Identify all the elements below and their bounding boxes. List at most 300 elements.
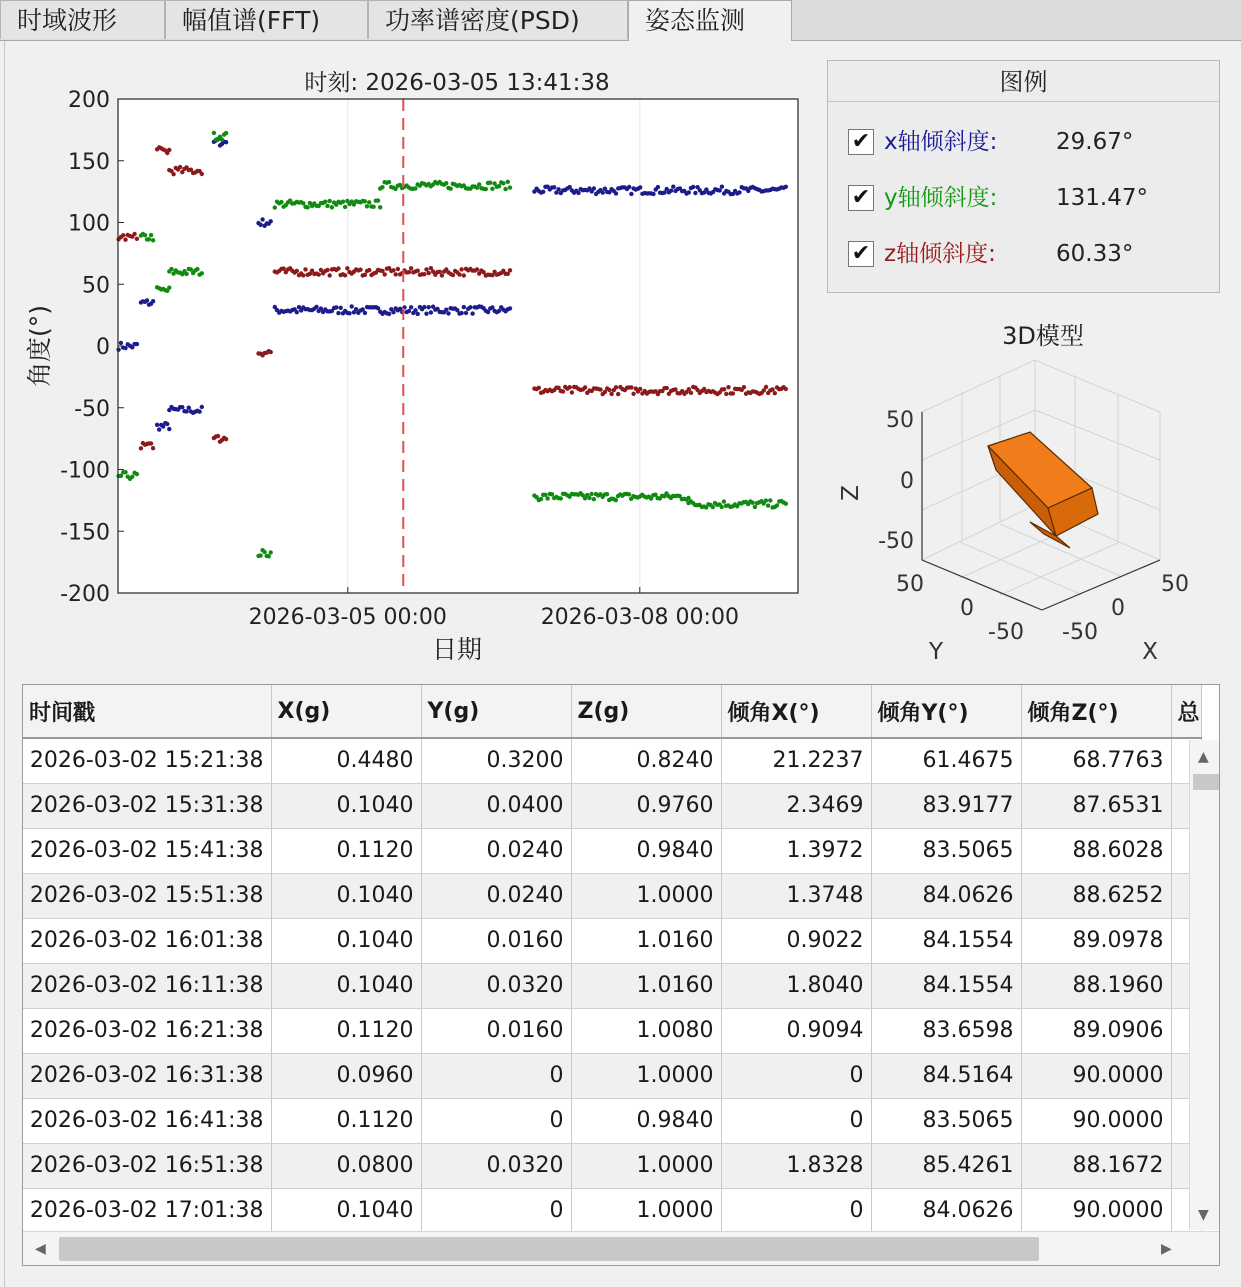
data-point	[424, 267, 428, 271]
table-cell[interactable]: 1.0000	[571, 873, 721, 918]
data-point	[607, 388, 611, 392]
data-point	[429, 310, 433, 314]
data-point	[273, 205, 277, 209]
table-cell[interactable]: 2026-03-02 15:31:38	[23, 783, 271, 828]
data-point	[341, 200, 345, 204]
table-cell[interactable]: 0	[721, 1188, 871, 1233]
table-cell[interactable]: 1.0000	[571, 1053, 721, 1098]
table-cell[interactable]: 90.0000	[1021, 1188, 1171, 1233]
data-point	[592, 497, 596, 501]
y-tick-label: -200	[60, 582, 110, 607]
table-cell[interactable]: 84.1554	[871, 918, 1021, 963]
table-cell[interactable]: 21.2237	[721, 738, 871, 783]
data-point	[350, 304, 354, 308]
table-cell[interactable]: 84.5164	[871, 1053, 1021, 1098]
table-cell[interactable]: 2026-03-02 16:01:38	[23, 918, 271, 963]
data-point	[314, 305, 318, 309]
data-point	[378, 205, 382, 209]
data-point	[295, 269, 299, 273]
data-point	[671, 185, 675, 189]
data-point	[334, 305, 338, 309]
data-point	[556, 187, 560, 191]
data-point	[720, 505, 724, 509]
data-point	[409, 266, 413, 270]
data-point	[328, 273, 332, 277]
data-point	[543, 493, 547, 497]
data-point	[167, 286, 171, 290]
data-point	[576, 191, 580, 195]
y-tick-label: 150	[68, 149, 110, 175]
data-point	[638, 387, 642, 391]
table-cell[interactable]: 0.1040	[271, 1188, 421, 1233]
data-point	[269, 219, 273, 223]
table-row[interactable]	[23, 783, 1201, 828]
table-cell[interactable]: 88.6252	[1021, 873, 1171, 918]
data-point	[742, 385, 746, 389]
data-point	[323, 200, 327, 204]
data-point	[614, 191, 618, 195]
table-cell[interactable]: 85.4261	[871, 1143, 1021, 1188]
data-point	[539, 497, 543, 501]
data-point	[631, 392, 635, 396]
table-cell[interactable]: 2026-03-02 17:01:38	[23, 1188, 271, 1233]
data-point	[258, 553, 262, 557]
data-point	[262, 550, 266, 554]
data-point	[468, 305, 472, 309]
table-cell[interactable]: 0.9022	[721, 918, 871, 963]
table-cell[interactable]: 0.8240	[571, 738, 721, 783]
table-cell[interactable]: 0.9760	[571, 783, 721, 828]
table-cell[interactable]: 1.3748	[721, 873, 871, 918]
table-cell[interactable]: 2.3469	[721, 783, 871, 828]
tab-attitude-monitor[interactable]: 姿态监测	[628, 0, 792, 41]
table-cell[interactable]: 90.0000	[1021, 1053, 1171, 1098]
table-cell[interactable]: 1.3972	[721, 828, 871, 873]
data-point	[371, 205, 375, 209]
x-tick-label: 2026-03-05 00:00	[248, 605, 447, 630]
plot-area	[118, 99, 798, 593]
table-cell[interactable]: 1.8040	[721, 963, 871, 1008]
data-point	[592, 186, 596, 190]
table-cell[interactable]: 88.6028	[1021, 828, 1171, 873]
table-cell[interactable]: 0.0400	[421, 783, 571, 828]
data-point	[609, 392, 613, 396]
data-point	[367, 200, 371, 204]
data-point	[627, 185, 631, 189]
data-point	[279, 200, 283, 204]
table-cell[interactable]: 1.8328	[721, 1143, 871, 1188]
data-point	[718, 188, 722, 192]
data-point	[689, 391, 693, 395]
data-point	[317, 272, 321, 276]
x-tick-label: 2026-03-08 00:00	[540, 605, 739, 630]
data-point	[383, 272, 387, 276]
data-point	[184, 409, 188, 413]
table-cell[interactable]: 83.9177	[871, 783, 1021, 828]
data-point	[139, 446, 143, 450]
data-point	[396, 267, 400, 271]
y-tilt-checkbox[interactable]: ✔	[848, 185, 874, 211]
data-point	[167, 427, 171, 431]
data-point	[151, 299, 155, 303]
table-cell[interactable]: 1.0160	[571, 963, 721, 1008]
data-point	[303, 267, 307, 271]
vertical-scrollbar[interactable]	[1189, 740, 1220, 1230]
data-point	[726, 385, 730, 389]
legend-item-x	[848, 122, 1208, 162]
table-cell[interactable]: 0.1120	[271, 1098, 421, 1143]
data-point	[687, 190, 691, 194]
data-point	[143, 233, 147, 237]
tab-psd[interactable]: 功率谱密度(PSD)	[368, 0, 628, 39]
column-header[interactable]: Z(g)	[571, 685, 721, 738]
data-point	[258, 223, 262, 227]
data-point	[427, 305, 431, 309]
data-point	[665, 386, 669, 390]
column-header[interactable]: 倾角Z(°)	[1021, 685, 1171, 738]
data-point	[167, 148, 171, 152]
table-row[interactable]	[23, 1098, 1201, 1143]
vertical-scroll-thumb[interactable]	[1193, 774, 1219, 790]
data-point	[638, 185, 642, 189]
table-cell[interactable]: 0	[421, 1188, 571, 1233]
table-cell[interactable]: 1.0080	[571, 1008, 721, 1053]
data-point	[187, 406, 191, 410]
data-point	[151, 446, 155, 450]
data-point	[537, 386, 541, 390]
legend-item-y	[848, 178, 1208, 218]
data-point	[169, 267, 173, 271]
table-cell[interactable]: 84.0626	[871, 1188, 1021, 1233]
table-row[interactable]	[23, 828, 1201, 873]
table-cell[interactable]: 84.0626	[871, 873, 1021, 918]
data-point	[171, 172, 175, 176]
scroll-down-icon[interactable]: ▼	[1198, 1207, 1209, 1223]
data-point	[731, 391, 735, 395]
data-point	[737, 190, 741, 194]
table-cell[interactable]: 2026-03-02 16:51:38	[23, 1143, 271, 1188]
data-point	[123, 346, 127, 350]
data-point	[669, 189, 673, 193]
table-cell[interactable]: 0.1040	[271, 783, 421, 828]
data-point	[376, 198, 380, 202]
table-cell[interactable]: 0.0320	[421, 1143, 571, 1188]
data-point	[330, 205, 334, 209]
data-point	[673, 387, 677, 391]
data-point	[711, 505, 715, 509]
table-cell[interactable]: 0.1120	[271, 828, 421, 873]
table-cell[interactable]: 0.0240	[421, 873, 571, 918]
legend-title: 图例	[828, 61, 1219, 102]
data-point	[773, 391, 777, 395]
data-point	[503, 187, 507, 191]
table-cell[interactable]: 0.4480	[271, 738, 421, 783]
3d-y-label: Y	[928, 639, 944, 665]
data-point	[416, 269, 420, 273]
legend-item-z	[848, 234, 1208, 274]
data-point	[587, 496, 591, 500]
column-header[interactable]: X(g)	[271, 685, 421, 738]
data-point	[422, 305, 426, 309]
3d-x-label: X	[1142, 639, 1158, 665]
data-point	[391, 310, 395, 314]
table-cell[interactable]: 1.0160	[571, 918, 721, 963]
data-point	[413, 186, 417, 190]
x-tilt-label: x轴倾斜度:	[884, 129, 998, 155]
table-row[interactable]	[23, 738, 1201, 783]
3d-model-title: 3D模型	[1002, 322, 1084, 350]
data-point	[147, 237, 151, 241]
table-cell[interactable]: 61.4675	[871, 738, 1021, 783]
svg-text:50: 50	[896, 572, 924, 597]
data-point	[325, 204, 329, 208]
legend-panel	[827, 60, 1220, 293]
data-point	[336, 311, 340, 315]
table-cell[interactable]: 0.0160	[421, 918, 571, 963]
data-point	[693, 191, 697, 195]
data-point	[768, 498, 772, 502]
data-point	[550, 492, 554, 496]
scroll-right-icon[interactable]: ▶	[1161, 1241, 1172, 1257]
table-cell[interactable]: 90.0000	[1021, 1098, 1171, 1143]
table-row[interactable]	[23, 1008, 1201, 1053]
data-point	[605, 492, 609, 496]
data-point	[380, 185, 384, 189]
data-point	[343, 273, 347, 277]
table-cell[interactable]: 0.0800	[271, 1143, 421, 1188]
data-point	[135, 237, 139, 241]
table-row[interactable]	[23, 873, 1201, 918]
tab-fft[interactable]: 幅值谱(FFT)	[165, 0, 368, 39]
table-row[interactable]	[23, 963, 1201, 1008]
data-point	[488, 181, 492, 185]
data-point	[508, 185, 512, 189]
data-point	[224, 131, 228, 135]
table-cell[interactable]: 88.1960	[1021, 963, 1171, 1008]
table-cell[interactable]: 0.0960	[271, 1053, 421, 1098]
data-point	[601, 190, 605, 194]
data-point	[121, 233, 125, 237]
data-point	[216, 434, 220, 438]
table-cell[interactable]: 2026-03-02 16:11:38	[23, 963, 271, 1008]
x-tilt-checkbox[interactable]: ✔	[848, 129, 874, 155]
scroll-left-icon[interactable]: ◀	[35, 1241, 46, 1257]
data-point	[220, 137, 224, 141]
column-header[interactable]: 总	[1171, 685, 1201, 738]
column-header[interactable]: 倾角X(°)	[721, 685, 871, 738]
data-point	[440, 273, 444, 277]
data-point	[724, 392, 728, 396]
table-cell[interactable]: 0.0320	[421, 963, 571, 1008]
data-point	[508, 268, 512, 272]
svg-text:50: 50	[1161, 572, 1189, 597]
data-point	[464, 311, 468, 315]
table-row[interactable]	[23, 918, 1201, 963]
data-point	[629, 192, 633, 196]
data-point	[568, 385, 572, 389]
table-cell[interactable]: 1.0000	[571, 1143, 721, 1188]
data-point	[387, 312, 391, 316]
table-cell[interactable]: 84.1554	[871, 963, 1021, 1008]
table-cell[interactable]: 88.1672	[1021, 1143, 1171, 1188]
data-point	[301, 273, 305, 277]
data-point	[135, 342, 139, 346]
y-tick-label: 100	[68, 211, 110, 237]
tab-bar	[0, 0, 1241, 41]
data-point	[367, 268, 371, 272]
table-cell[interactable]: 2026-03-02 16:31:38	[23, 1053, 271, 1098]
data-point	[784, 185, 788, 189]
table-cell[interactable]: 0.1040	[271, 918, 421, 963]
data-point	[394, 272, 398, 276]
table-cell[interactable]: 0	[721, 1053, 871, 1098]
table-cell[interactable]: 2026-03-02 16:41:38	[23, 1098, 271, 1143]
y-tilt-value: 131.47°	[1056, 185, 1148, 211]
data-table[interactable]	[22, 684, 1220, 1266]
data-point	[766, 503, 770, 507]
table-cell[interactable]: 0.0240	[421, 828, 571, 873]
data-point	[552, 185, 556, 189]
table-cell[interactable]: 89.0906	[1021, 1008, 1171, 1053]
data-point	[424, 312, 428, 316]
data-point	[151, 238, 155, 242]
scroll-up-icon[interactable]: ▲	[1198, 749, 1209, 765]
data-point	[224, 140, 228, 144]
data-point	[775, 503, 779, 507]
table-cell[interactable]: 0.3200	[421, 738, 571, 783]
x-axis-label: 日期	[431, 635, 483, 664]
table-cell[interactable]: 83.5065	[871, 828, 1021, 873]
column-header[interactable]: 时间戳	[23, 685, 271, 738]
data-point	[180, 405, 184, 409]
table-row[interactable]	[23, 1143, 1201, 1188]
table-cell[interactable]: 0.0160	[421, 1008, 571, 1053]
data-point	[149, 441, 153, 445]
data-point	[269, 550, 273, 554]
data-point	[753, 505, 757, 509]
data-point	[145, 298, 149, 302]
table-cell[interactable]: 2026-03-02 15:41:38	[23, 828, 271, 873]
data-point	[651, 192, 655, 196]
data-point	[750, 501, 754, 505]
table-cell[interactable]: 0.9840	[571, 1098, 721, 1143]
data-point	[155, 423, 159, 427]
data-point	[764, 385, 768, 389]
data-point	[764, 498, 768, 502]
data-point	[484, 187, 488, 191]
table-cell[interactable]: 0	[721, 1098, 871, 1143]
data-point	[178, 165, 182, 169]
data-point	[722, 499, 726, 503]
data-point	[614, 498, 618, 502]
data-point	[363, 199, 367, 203]
horizontal-scroll-thumb[interactable]	[59, 1237, 1039, 1261]
table-cell[interactable]: 2026-03-02 15:21:38	[23, 738, 271, 783]
data-point	[345, 266, 349, 270]
table-cell[interactable]: 0	[421, 1098, 571, 1143]
horizontal-scrollbar[interactable]	[23, 1231, 1219, 1266]
svg-text:-50: -50	[878, 529, 914, 554]
y-tick-label: -50	[74, 396, 110, 422]
data-point	[470, 311, 474, 315]
y-tick-label: 200	[68, 88, 110, 113]
data-point	[497, 184, 501, 188]
table-cell[interactable]: 0.9094	[721, 1008, 871, 1053]
data-point	[200, 405, 204, 409]
data-point	[149, 233, 153, 237]
table-cell[interactable]: 0	[421, 1053, 571, 1098]
attitude-chart	[0, 40, 820, 680]
data-point	[157, 427, 161, 431]
data-point	[784, 387, 788, 391]
table-cell[interactable]: 1.0000	[571, 1188, 721, 1233]
data-point	[336, 266, 340, 270]
z-tilt-label: z轴倾斜度:	[884, 241, 996, 267]
data-point	[446, 311, 450, 315]
table-cell[interactable]: 2026-03-02 16:21:38	[23, 1008, 271, 1053]
data-point	[387, 180, 391, 184]
y-tick-label: -100	[60, 458, 110, 484]
data-point	[541, 190, 545, 194]
column-header[interactable]: Y(g)	[421, 685, 571, 738]
table-cell[interactable]: 2026-03-02 15:51:38	[23, 873, 271, 918]
data-point	[212, 131, 216, 135]
data-point	[427, 271, 431, 275]
data-point	[119, 341, 123, 345]
data-point	[132, 232, 136, 236]
data-point	[616, 392, 620, 396]
data-point	[339, 306, 343, 310]
data-point	[260, 217, 264, 221]
data-point	[627, 492, 631, 496]
data-point	[363, 311, 367, 315]
table-cell[interactable]: 0.1040	[271, 873, 421, 918]
table-cell[interactable]: 68.7763	[1021, 738, 1171, 783]
data-point	[583, 385, 587, 389]
data-point	[508, 306, 512, 310]
table-row[interactable]	[23, 1053, 1201, 1098]
data-point	[451, 273, 455, 277]
table-cell[interactable]: 89.0978	[1021, 918, 1171, 963]
data-point	[784, 502, 788, 506]
data-point	[475, 267, 479, 271]
data-point	[438, 270, 442, 274]
data-point	[197, 410, 201, 414]
y-tilt-label: y轴倾斜度:	[884, 185, 998, 211]
table-cell[interactable]: 83.5065	[871, 1098, 1021, 1143]
data-point	[656, 185, 660, 189]
data-point	[123, 470, 127, 474]
data-point	[459, 311, 463, 315]
data-point	[457, 272, 461, 276]
data-point	[295, 310, 299, 314]
table-row[interactable]	[23, 1188, 1201, 1233]
3d-model-view	[830, 310, 1230, 680]
data-point	[629, 385, 633, 389]
data-point	[770, 387, 774, 391]
table-cell[interactable]: 0.1040	[271, 963, 421, 1008]
table-cell[interactable]: 87.6531	[1021, 783, 1171, 828]
column-header[interactable]: 倾角Y(°)	[871, 685, 1021, 738]
data-point	[490, 187, 494, 191]
tab-time-waveform[interactable]: 时域波形	[0, 0, 165, 39]
table-cell[interactable]: 0.1120	[271, 1008, 421, 1053]
data-point	[477, 182, 481, 186]
table-cell[interactable]: 83.6598	[871, 1008, 1021, 1053]
table-cell[interactable]: 0.9840	[571, 828, 721, 873]
z-tilt-checkbox[interactable]: ✔	[848, 241, 874, 267]
data-point	[462, 305, 466, 309]
